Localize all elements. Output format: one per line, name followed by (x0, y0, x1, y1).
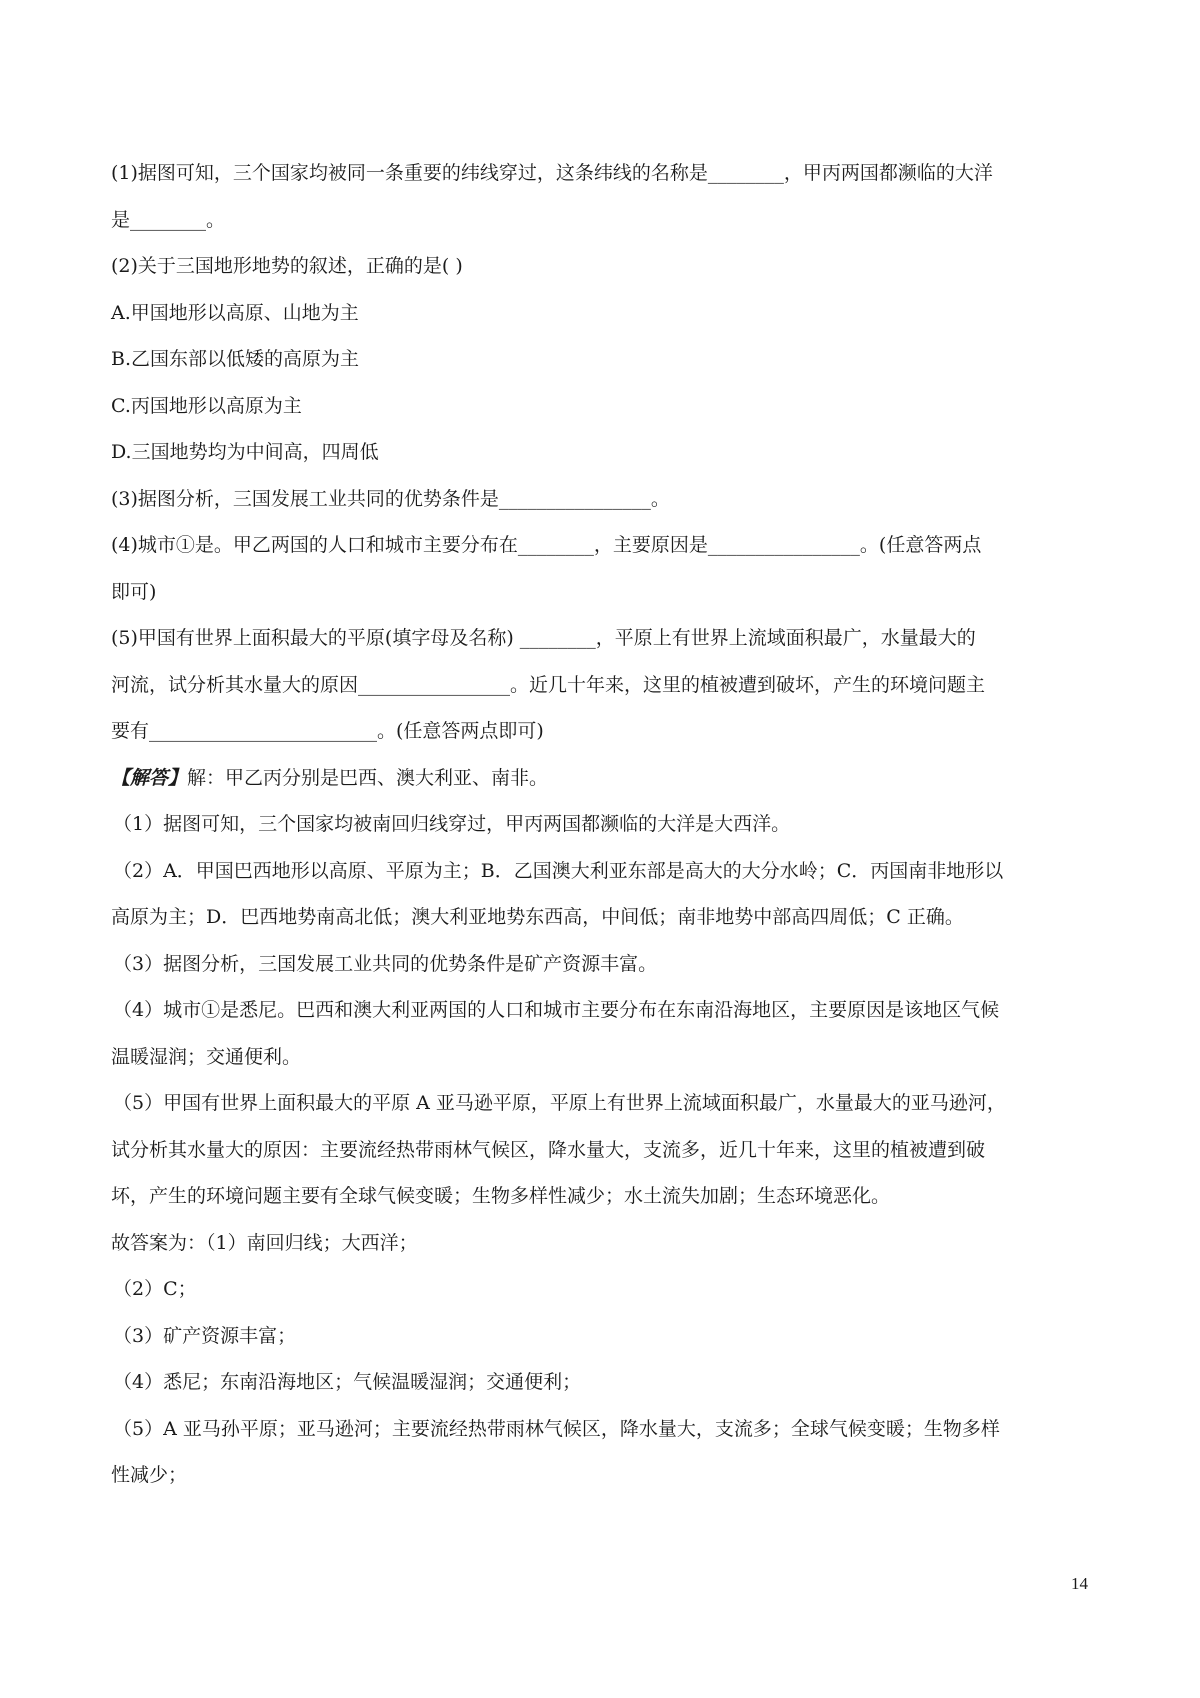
question-2-option-c: C.丙国地形以高原为主 (111, 394, 302, 417)
answer-5-line-2: 试分析其水量大的原因：主要流经热带雨林气候区，降水量大，支流多，近几十年来，这里的植被遭到破 (111, 1138, 986, 1161)
final-answer-line-1: 故答案为：（1）南回归线；大西洋； (111, 1231, 418, 1254)
question-1-line-1: (1)据图可知，三个国家均被同一条重要的纬线穿过，这条纬线的名称是________，甲丙两国都濒临的大洋 (111, 162, 993, 184)
answer-4-line-1: （4）城市①是悉尼。巴西和澳大利亚两国的人口和城市主要分布在东南沿海地区，主要原因是该地区气候 (113, 999, 1000, 1021)
question-2-option-d: D.三国地势均为中间高，四周低 (111, 441, 379, 463)
solution-intro-line (111, 755, 1096, 802)
answer-2-line-1: （2）A．甲国巴西地形以高原、平原为主；B．乙国澳大利亚东部是高大的大分水岭；C．丙国南非地形以 (113, 859, 1004, 882)
final-answer-line-4: （4）悉尼；东南沿海地区；气候温暖湿润；交通便利； (113, 1371, 582, 1393)
question-2-option-b: B.乙国东部以低矮的高原为主 (111, 348, 360, 370)
question-5-line-3: 要有________________________。(任意答两点即可) (111, 720, 544, 742)
final-answer-line-5: （5）A 亚马孙平原；亚马逊河；主要流经热带雨林气候区，降水量大，支流多；全球气候变暖；生物多样 (113, 1417, 1000, 1440)
question-2-stem: (2)关于三国地形地势的叙述，正确的是( ) (111, 255, 463, 277)
solution-intro: 解：甲乙丙分别是巴西、澳大利亚、南非。 (187, 766, 549, 789)
final-answer-line-2: （2）C； (113, 1278, 197, 1300)
question-4-line-2: 即可) (111, 580, 157, 603)
answer-4-line-2: 温暖湿润；交通便利。 (111, 1045, 302, 1068)
page-content (111, 150, 1096, 1499)
final-answer-line-6: 性减少； (111, 1464, 188, 1486)
question-4-line-1: (4)城市①是。甲乙两国的人口和城市主要分布在________，主要原因是________________。(任意答两点 (111, 534, 982, 556)
answer-2-line-2: 高原为主；D．巴西地势南高北低；澳大利亚地势东西高，中间低；南非地势中部高四周低；C 正确。 (111, 906, 964, 928)
question-3: (3)据图分析，三国发展工业共同的优势条件是________________。 (111, 487, 670, 510)
answer-5-line-3: 坏，产生的环境问题主要有全球气候变暖；生物多样性减少；水土流失加剧；生态环境恶化。 (111, 1185, 891, 1207)
answer-1: （1）据图可知，三个国家均被南回归线穿过，甲丙两国都濒临的大洋是大西洋。 (113, 813, 791, 835)
question-5-line-1: (5)甲国有世界上面积最大的平原(填字母及名称) ________，平原上有世界上流域面积最广，水量最大的 (111, 627, 976, 649)
question-5-line-2: 河流，试分析其水量大的原因________________。近几十年来，这里的植被遭到破坏，产生的环境问题主 (111, 673, 986, 696)
answer-3: （3）据图分析，三国发展工业共同的优势条件是矿产资源丰富。 (113, 952, 658, 975)
question-1-line-2: 是________。 (111, 208, 226, 231)
page-number: 14 (1071, 1574, 1088, 1593)
answer-5-line-1: （5）甲国有世界上面积最大的平原 A 亚马逊平原，平原上有世界上流域面积最广，水量最大的亚马逊河， (113, 1092, 1006, 1114)
solution-tag: 【解答】 (111, 766, 188, 789)
question-2-option-a: A.甲国地形以高原、山地为主 (111, 301, 359, 324)
final-answer-line-3: （3）矿产资源丰富； (113, 1324, 297, 1347)
